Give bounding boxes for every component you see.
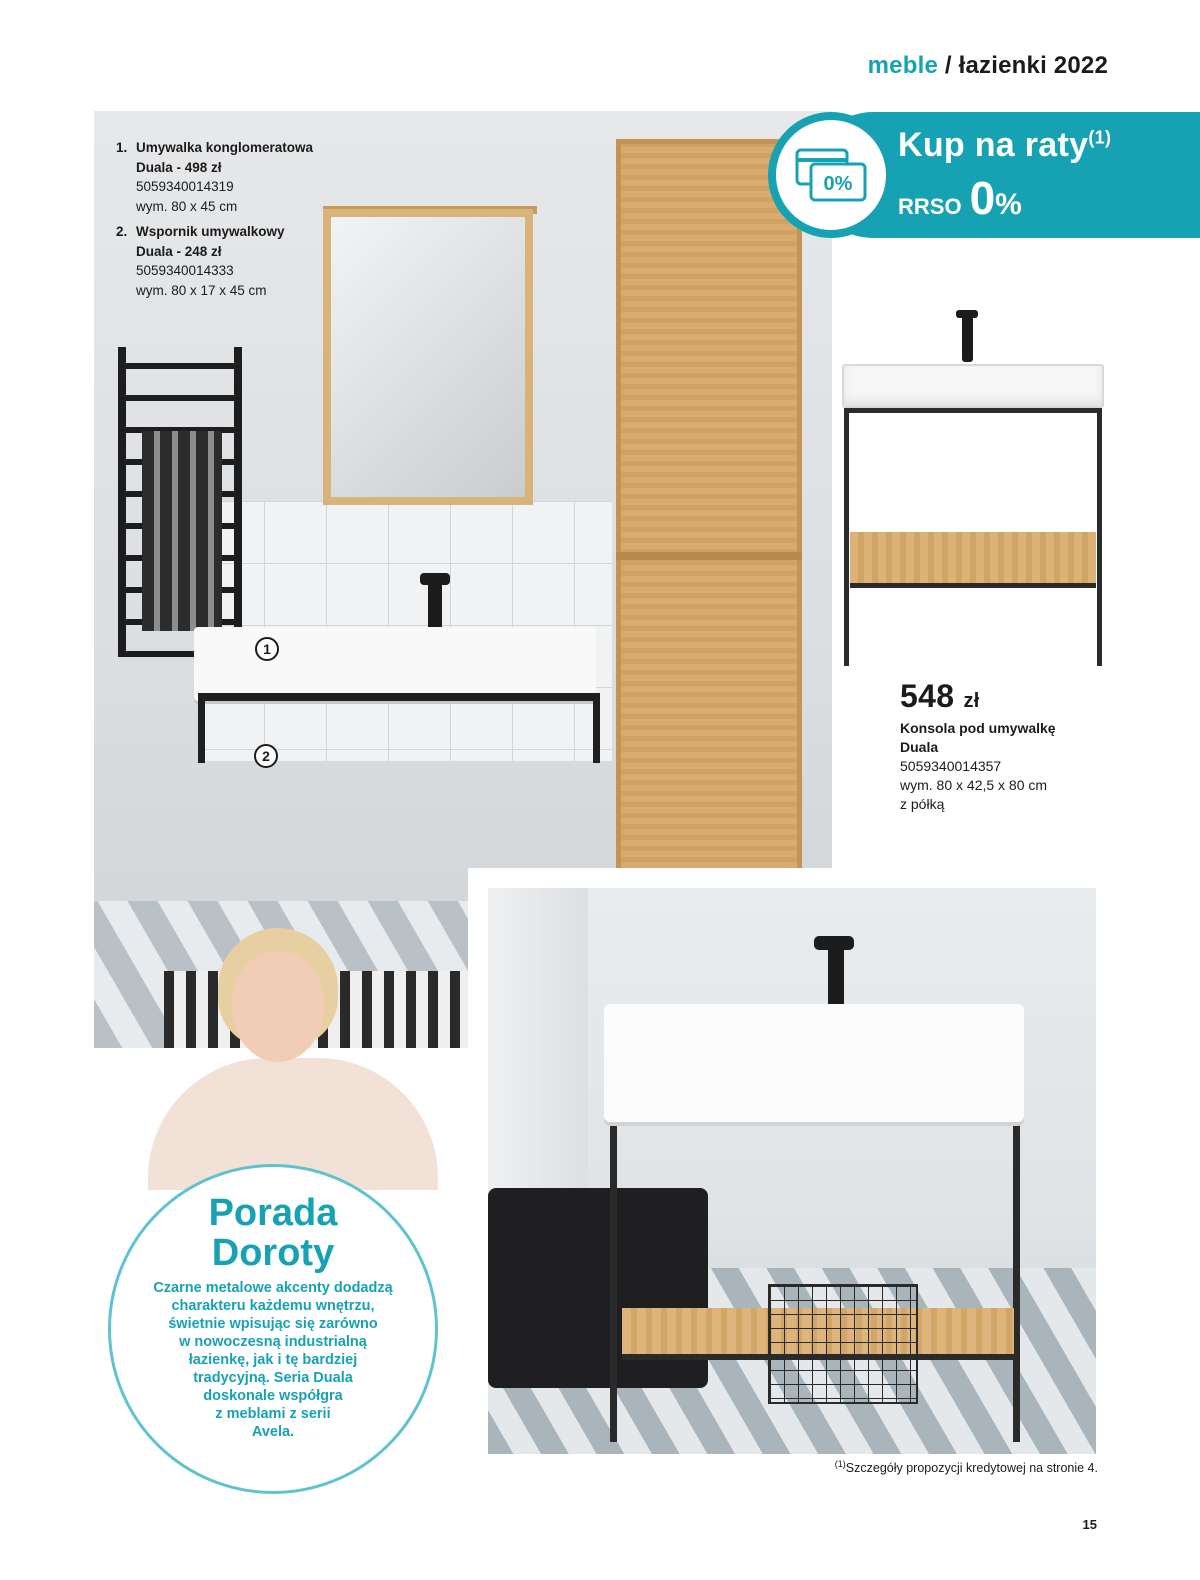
advisor-photo bbox=[148, 920, 438, 1190]
footnote-ref: (1) bbox=[834, 1459, 846, 1469]
promo-icon-text: 0% bbox=[823, 173, 853, 195]
faucet bbox=[428, 573, 442, 629]
spec-dims: wym. 80 x 45 cm bbox=[136, 198, 238, 214]
price-currency: zł bbox=[963, 690, 980, 712]
spec-price: Duala - 248 zł bbox=[136, 243, 222, 259]
wooden-shelf bbox=[850, 532, 1096, 588]
callout-1: 1 bbox=[255, 637, 279, 661]
product-name-line1: Konsola pod umywalkę bbox=[900, 720, 1056, 736]
washbasin bbox=[194, 627, 596, 701]
promo-title bbox=[898, 126, 1111, 165]
photo-frame bbox=[488, 888, 1096, 1454]
footnote bbox=[835, 1459, 1098, 1475]
faucet bbox=[828, 936, 844, 1006]
mirror-cabinet bbox=[323, 209, 533, 505]
product-name-line2: Duala bbox=[900, 739, 939, 755]
spec-name: Umywalka konglomeratowa bbox=[136, 140, 314, 155]
callout-2: 2 bbox=[254, 744, 278, 768]
page-header bbox=[868, 52, 1108, 80]
spec-list bbox=[116, 138, 326, 306]
footnote-text: Szczegóły propozycji kredytowej na stronie 4. bbox=[845, 1461, 1098, 1476]
product-price bbox=[900, 678, 1120, 715]
advice-title bbox=[111, 1193, 435, 1273]
installments-promo-badge bbox=[790, 112, 1200, 238]
page-number: 15 bbox=[1082, 1517, 1097, 1532]
console-in-bathroom-photo bbox=[468, 868, 1111, 1468]
promo-title-text: Kup na raty bbox=[898, 126, 1089, 164]
console-product-photo bbox=[838, 304, 1110, 676]
washbasin bbox=[842, 364, 1104, 408]
spec-item-bracket bbox=[116, 222, 326, 300]
advice-title-line1: Porada bbox=[208, 1192, 338, 1234]
spec-item-washbasin bbox=[116, 138, 326, 216]
advice-circle bbox=[108, 1164, 438, 1494]
promo-footnote-ref: (1) bbox=[1088, 127, 1112, 148]
spec-code: 5059340014319 bbox=[136, 179, 234, 194]
promo-rate bbox=[898, 172, 1022, 224]
faucet bbox=[962, 310, 973, 362]
advice-text: Czarne metalowe akcenty dodadzą charakteru każdemu wnętrzu, świetnie wpisując się zarówno w nowoczesną industrialną łazienkę, jak i tę bardziej tradycyjną. Seria Duala doskonale współgra z meblami z serii Avela. bbox=[153, 1280, 393, 1440]
promo-icon-circle bbox=[768, 112, 894, 238]
promo-rate-percent: % bbox=[995, 188, 1022, 221]
header-category: meble bbox=[867, 52, 938, 79]
promo-rate-label: RRSO bbox=[898, 194, 962, 219]
product-extra: z półką bbox=[900, 796, 945, 812]
spec-number: 2. bbox=[116, 224, 128, 239]
product-info bbox=[900, 678, 1120, 814]
promo-rate-value: 0 bbox=[969, 172, 996, 224]
spec-code: 5059340014333 bbox=[136, 263, 234, 278]
product-code: 5059340014357 bbox=[900, 758, 1002, 774]
striped-towel bbox=[142, 431, 222, 631]
wire-basket bbox=[768, 1284, 918, 1404]
credit-card-percent-icon bbox=[793, 146, 869, 204]
header-section: łazienki 2022 bbox=[958, 52, 1108, 79]
spec-name: Wspornik umywalkowy bbox=[136, 224, 285, 239]
price-value: 548 bbox=[900, 678, 955, 714]
spec-dims: wym. 80 x 17 x 45 cm bbox=[136, 282, 267, 298]
washbasin bbox=[604, 1004, 1024, 1122]
header-separator: / bbox=[944, 52, 952, 79]
spec-price: Duala - 498 zł bbox=[136, 159, 222, 175]
advice-title-line2: Doroty bbox=[211, 1232, 335, 1274]
product-dims: wym. 80 x 42,5 x 80 cm bbox=[900, 777, 1048, 793]
advisor-face bbox=[232, 952, 324, 1062]
product-name bbox=[900, 719, 1120, 757]
spec-number: 1. bbox=[116, 140, 128, 155]
